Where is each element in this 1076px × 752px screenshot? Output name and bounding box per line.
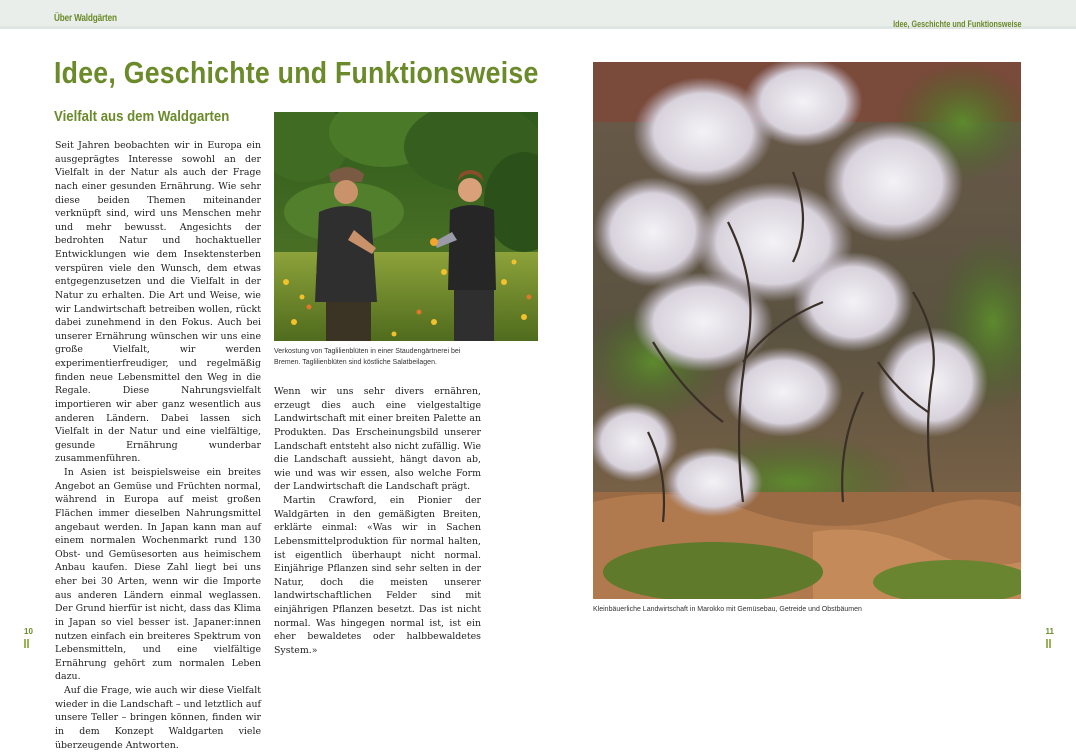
photo-daylily-tasting — [274, 112, 538, 341]
paragraph: In Asien ist beispielsweise ein breites Angebot an Gemüse und Früchten normal, während in Europa auf meist großen Flächen immer dieselben Nahrungsmittel angebaut werden. In Japan kann man auf einem normalen Wochenmarkt rund 130 Obst- und Gemüsesorten aus heimischem Anbau kaufen. Diese Zahl liegt bei uns eher bei 30 Arten, wenn wir die Importe aus anderen Ländern einmal weglassen. Der Grund hierfür ist nicht, dass das Klima in Japan so viel besser ist. Japaner:innen nutzen einfach ein breiteres Spektrum von Lebensmitteln, und eine vielfältige Ernährung gehört zum normalen Leben dazu. — [55, 467, 261, 683]
page-number-left: 10 — [24, 627, 33, 636]
page-marker-right — [1046, 639, 1052, 648]
paragraph: Wenn wir uns sehr divers ernähren, erzeugt dies auch eine vielgestaltige Landwirtschaft mit einer breiten Palette an Produkten. Das Erscheinungsbild unserer Landschaft entsteht also nicht zufällig. Wie die Landschaft aussieht, hängt davon ab, wie und was wir essen, also welche Form der Landwirtschaft die Landschaft prägt. — [274, 386, 481, 493]
page-title: Idee, Geschichte und Funktionsweise — [54, 55, 539, 90]
text-column-2 — [274, 385, 481, 658]
page-number-right: 11 — [1045, 627, 1054, 636]
photo-caption-2: Kleinbäuerliche Landwirtschaft in Marokko mit Gemüsebau, Getreide und Obstbäumen — [593, 606, 862, 613]
running-header-right: Idee, Geschichte und Funktionsweise — [893, 19, 1022, 29]
paragraph: Seit Jahren beobachten wir in Europa ein ausgeprägtes Interesse sowohl an der Vielfalt in der Natur als auch der Frage nach einer gesunden Ernährung. Wie sehr diese beiden Themen miteinander verknüpft sind, wird uns Menschen mehr und mehr bewusst. Angesichts der bedrohten Natur und hochaktueller Entwicklungen wie dem Insektensterben verspüren viele den Wunsch, dem etwas entgegenzusetzen und die Vielfalt in der Natur zu erhalten. Die Art und Weise, wie wir Landwirtschaft betreiben wollen, rückt dabei zunehmend in den Fokus. Auch bei unserer Ernährung wünschen wir uns eine große Vielfalt, wir werden experimentierfreudiger, und regelmäßig finden neue Lebensmittel den Weg in die Regale. Diese Nahrungsvielfalt importieren wir aber ganz wesentlich aus anderen Ländern. Dabei lassen sich Vielfalt in der Natur und eine vielfältige, gesunde Ernährung wunderbar zusammenführen. — [55, 140, 261, 465]
photo-morocco-landscape — [593, 62, 1021, 599]
paragraph: Auf die Frage, wie auch wir diese Vielfalt wieder in die Landschaft – und letztlich auf unsere Teller – bringen können, finden wir in dem Konzept Waldgarten viele überzeugende Antworten. — [55, 685, 261, 751]
text-column-1 — [55, 139, 261, 752]
photo-caption-1: Verkostung von Taglilienblüten in einer Staudengärtnerei bei Bremen. Taglilienblüten sind köstliche Salatbeilagen. — [274, 348, 461, 366]
running-header-left: Über Waldgärten — [54, 13, 117, 24]
section-subtitle: Vielfalt aus dem Waldgarten — [54, 108, 230, 125]
paragraph: Martin Crawford, ein Pionier der Waldgärten in den gemäßigten Breiten, erklärte einmal: «Was wir in Sachen Lebensmittelproduktion für normal halten, ist eigentlich überhaupt nicht normal. Einjährige Pflanzen sind sehr selten in der Natur, doch die meisten unserer landwirtschaftlichen Felder sind mit einjährigen Pflanzen besetzt. Das ist nicht normal. Was hingegen normal ist, ist ein eher bewaldetes oder halbbewaldetes System.» — [274, 495, 481, 656]
page-marker-left — [24, 639, 30, 648]
